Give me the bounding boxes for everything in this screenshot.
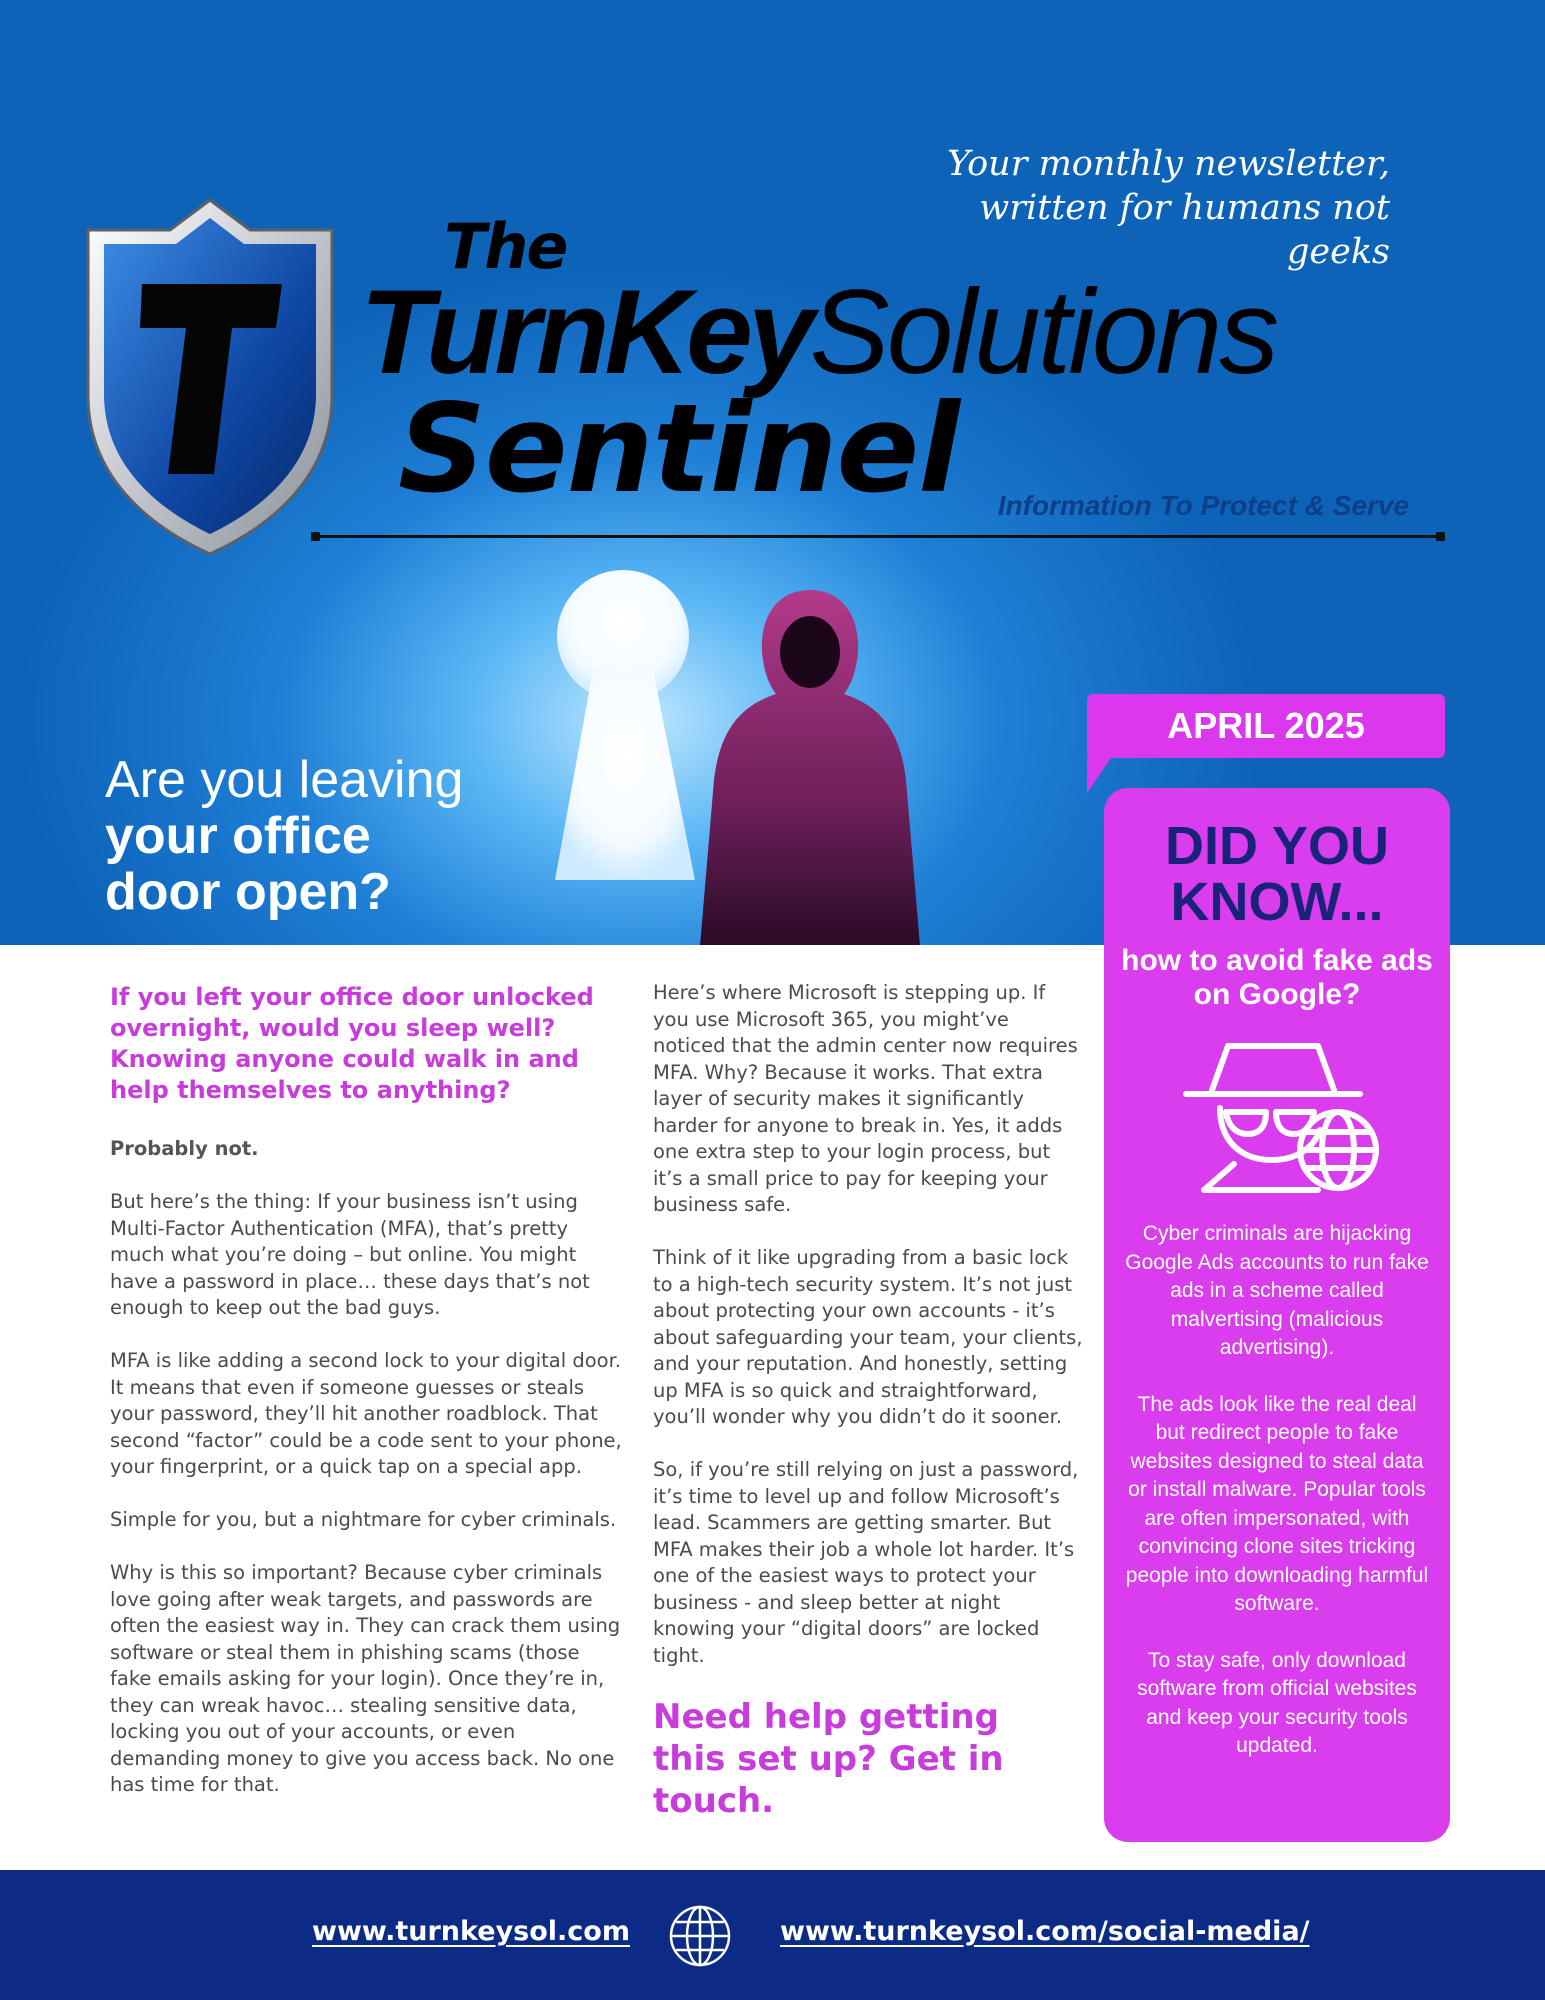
dyk-paragraph: Cyber criminals are hijacking Google Ads accounts to run fake ads in a scheme called malvertising (malicious advertising). [1125,1222,1429,1359]
article-paragraph: MFA is like adding a second lock to your digital door. It means that even if someone guesses or steals your password, they’ll hit another roadblock. That second “factor” could be a code sent to your phone, your fingerprint, or a quick tap on a special app. [110,1349,622,1478]
dyk-title-line: KNOW... [1170,872,1384,932]
social-media-link[interactable]: www.turnkeysol.com/social-media/ [780,1916,1310,1947]
title-brand-bold: TurnKey [360,265,810,399]
title-the: The [444,210,567,283]
headline-line: door open? [105,863,391,921]
issue-date-badge: APRIL 2025 [1087,694,1445,758]
did-you-know-body [1120,1220,1434,1789]
article-paragraph: Simple for you, but a nightmare for cyber criminals. [110,1508,617,1531]
article-probably: Probably not. [110,1137,259,1160]
tagline [870,142,1390,274]
title-sentinel: Sentinel [398,378,960,520]
headline-line: Are you leaving [105,751,464,809]
headline-line: your office [105,807,371,865]
dyk-paragraph: To stay safe, only download software from official websites and keep your security tools updated. [1137,1648,1417,1757]
tagline-line: written for humans not geeks [979,188,1390,272]
article-column-2 [653,980,1083,1822]
spy-globe-icon [1168,1038,1388,1198]
masthead-subtitle: Information To Protect & Serve [997,490,1409,521]
title-brand-light: Solutions [809,265,1277,399]
article-paragraph: But here’s the thing: If your business isn’t using Multi-Factor Authentication (MFA), that’s pretty much what you’re doing – but online. You might have a password in place… these days that’s not enough to keep out the bad guys. [110,1190,590,1319]
masthead-rule [313,535,1443,538]
tagline-line: Your monthly newsletter, [947,144,1390,184]
website-link[interactable]: www.turnkeysol.com [312,1916,630,1947]
footer-bar [0,1870,1545,2000]
article-lead: If you left your office door unlocked overnight, would you sleep well? Knowing anyone could walk in and help themselves to anything? [110,983,594,1104]
article-column-1 [110,982,625,1825]
article-paragraph: So, if you’re still relying on just a password, it’s time to level up and follow Microsoft’s lead. Scammers are getting smarter. But MFA makes their job a whole lot harder. It’s one of the easiest ways to protect your business - and sleep better at night knowing your “digital doors” are locked tight. [653,1458,1079,1667]
hero-headline [105,752,463,920]
article-paragraph: Why is this so important? Because cyber criminals love going after weak targets, and passwords are often the easiest way in. They can crack them using software or steal them in phishing scams (those fake emails asking for your login). Once they’re in, they can wreak havoc… stealing sensitive data, locking you out of your accounts, or even demanding money to give you access back. No one has time for that. [110,1561,621,1796]
dyk-title-line: DID YOU [1164,816,1390,876]
did-you-know-subtitle: how to avoid fake ads on Google? [1121,944,1433,1011]
call-to-action: Need help getting this set up? Get in touch. [653,1696,1004,1821]
hooded-figure-icon [690,590,930,945]
did-you-know-title [1104,818,1450,930]
globe-icon [668,1904,732,1968]
dyk-paragraph: The ads look like the real deal but redirect people to fake websites designed to steal data or install malware. Popular tools are often impersonated, with convincing clone sites tricking people into downloading harmful software. [1125,1392,1429,1615]
date-badge-tail [1087,755,1113,793]
article-paragraph: Think of it like upgrading from a basic lock to a high-tech security system. It’s not just about protecting your own accounts - it’s about safeguarding your team, your clients, and your reputation. And honestly, setting up MFA is so quick and straightforward, you’ll wonder why you didn’t do it sooner. [653,1246,1083,1428]
did-you-know-box [1104,788,1450,1842]
article-paragraph: Here’s where Microsoft is stepping up. If you use Microsoft 365, you might’ve noticed that the admin center now requires MFA. Why? Because it works. That extra layer of security makes it significantly harder for anyone to break in. Yes, it adds one extra step to your login process, but it’s a small price to pay for keeping your business safe. [653,981,1078,1216]
shield-logo-icon [82,196,338,558]
